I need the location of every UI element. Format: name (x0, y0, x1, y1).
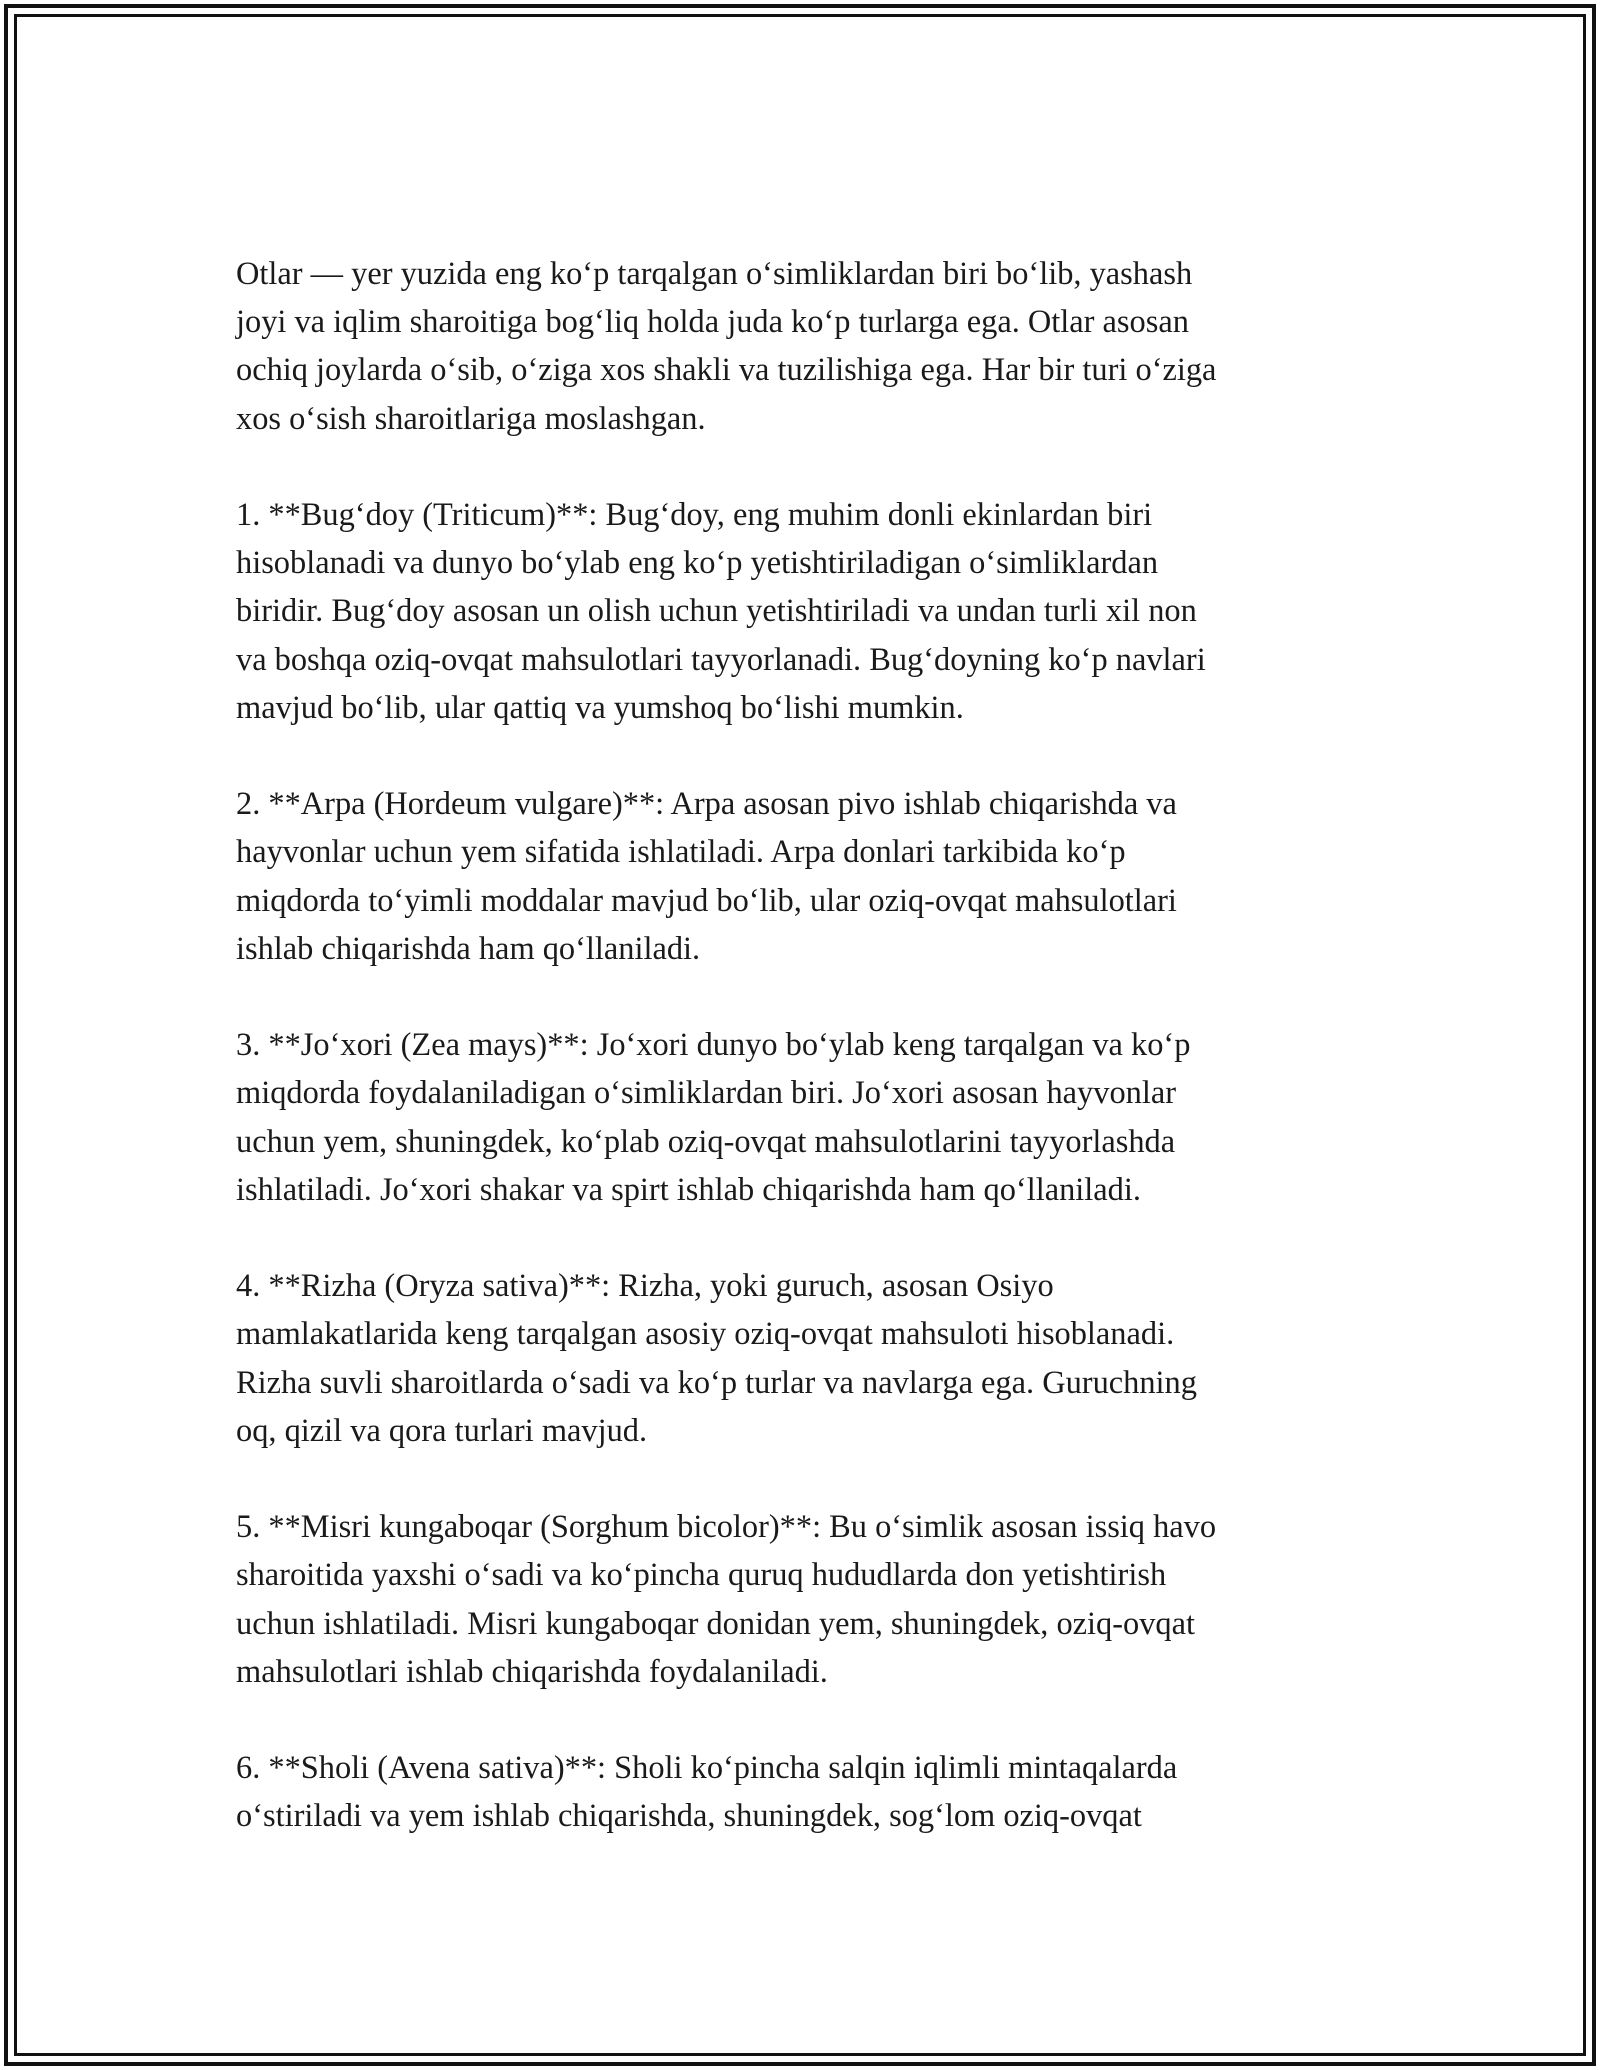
list-item-oats: 6. **Sholi (Avena sativa)**: Sholi koʻpincha salqin iqlimli mintaqalarda oʻstiriladi va yem ishlab chiqarishda, shuningdek, sogʻlom oziq-ovqat (236, 1750, 1178, 1835)
intro-paragraph: Otlar — yer yuzida eng koʻp tarqalgan oʻsimliklardan biri boʻlib, yashash joyi va iqlim sharoitiga bogʻliq holda juda koʻp turlarga ega. Otlar asosan ochiq joylarda oʻsib, oʻziga xos shakli va tuzilishiga ega. Har bir turi oʻziga xos oʻsish sharoitlariga moslashgan. (236, 256, 1217, 437)
list-item-sorghum: 5. **Misri kungaboqar (Sorghum bicolor)**: Bu oʻsimlik asosan issiq havo sharoitida yaxshi oʻsadi va koʻpincha quruq hududlarda don yetishtirish uchun ishlatiladi. Misri kungaboqar donidan yem, shuningdek, oziq-ovqat mahsulotlari ishlab chiqarishda foydalaniladi. (236, 1509, 1217, 1690)
list-item-rice: 4. **Rizha (Oryza sativa)**: Rizha, yoki guruch, asosan Osiyo mamlakatlarida keng tarqalgan asosiy oziq-ovqat mahsuloti hisoblanadi. Rizha suvli sharoitlarda oʻsadi va koʻp turlar va navlarga ega. Guruchning oq, qizil va qora turlari mavjud. (236, 1268, 1197, 1449)
list-item-wheat: 1. **Bugʻdoy (Triticum)**: Bugʻdoy, eng muhim donli ekinlardan biri hisoblanadi va dunyo boʻylab eng koʻp yetishtiriladigan oʻsimliklardan biridir. Bugʻdoy asosan un olish uchun yetishtiriladi va undan turli xil non va boshqa oziq-ovqat mahsulotlari tayyorlanadi. Bugʻdoyning koʻp navlari mavjud boʻlib, ular qattiq va yumshoq boʻlishi mumkin. (236, 497, 1206, 726)
list-item-barley: 2. **Arpa (Hordeum vulgare)**: Arpa asosan pivo ishlab chiqarishda va hayvonlar uchun yem sifatida ishlatiladi. Arpa donlari tarkibida koʻp miqdorda toʻyimli moddalar mavjud boʻlib, ular oziq-ovqat mahsulotlari ishlab chiqarishda ham qoʻllaniladi. (236, 786, 1177, 967)
document-body (236, 250, 1366, 1841)
list-item-corn: 3. **Joʻxori (Zea mays)**: Joʻxori dunyo boʻylab keng tarqalgan va koʻp miqdorda foydalaniladigan oʻsimliklardan biri. Joʻxori asosan hayvonlar uchun yem, shuningdek, koʻplab oziq-ovqat mahsulotlarini tayyorlashda ishlatiladi. Joʻxori shakar va spirt ishlab chiqarishda ham qoʻllaniladi. (236, 1027, 1191, 1208)
